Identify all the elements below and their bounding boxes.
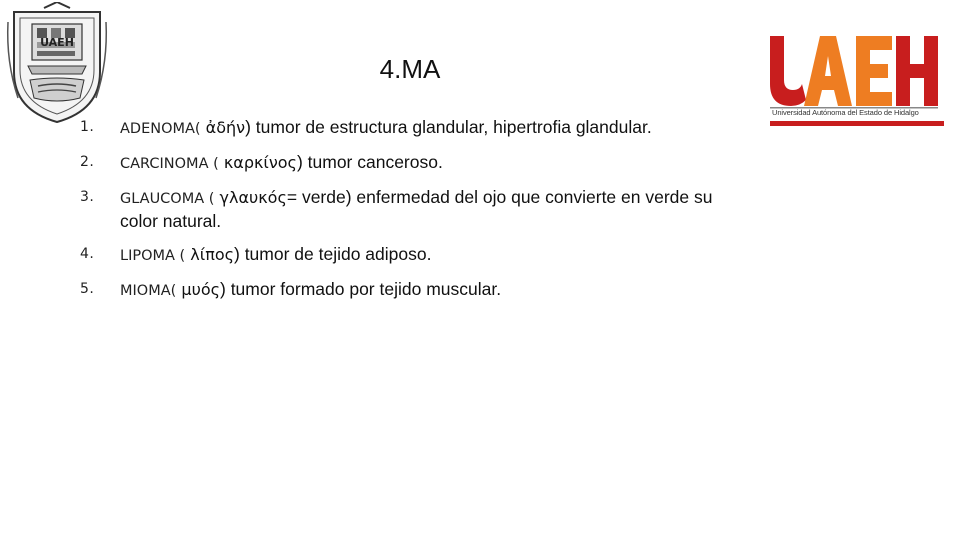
item-greek-word: μυός [176, 280, 220, 299]
list-item [80, 278, 760, 302]
item-number: 2. [80, 154, 95, 170]
list-item [80, 151, 760, 175]
item-greek-word: γλαυκός [214, 188, 287, 207]
item-definition: ) tumor formado por tejido muscular. [220, 279, 502, 299]
list-item [80, 243, 760, 267]
item-number: 1. [80, 119, 95, 135]
item-number: 3. [80, 189, 95, 205]
item-term: GLAUCOMA ( [120, 191, 215, 207]
definition-list [80, 116, 760, 313]
item-term: LIPOMA ( [120, 248, 186, 264]
item-definition: ) tumor de tejido adiposo. [234, 244, 432, 264]
item-definition: ) tumor canceroso. [296, 152, 443, 172]
item-term: MIOMA( [120, 283, 177, 299]
crest-lettering: UAEH [40, 36, 74, 49]
item-greek-word: καρκίνος [218, 153, 297, 172]
list-item [80, 186, 720, 232]
item-definition: ) tumor de estructura glandular, hipertrofia glandular. [245, 117, 652, 137]
item-definition: = verde) enfermedad del ojo que convierte en verde su color natural. [120, 187, 713, 231]
list-item [80, 116, 760, 140]
item-number: 4. [80, 246, 95, 262]
item-greek-word: λίπος [185, 245, 234, 264]
uaeh-logo [760, 28, 944, 132]
university-crest-logo [4, 2, 110, 124]
slide-title: 4.MA [379, 54, 441, 84]
uaeh-caption: Universidad Autónoma del Estado de Hidalgo [772, 108, 919, 117]
item-greek-word: ἀδήν [200, 118, 246, 137]
item-term: ADENOMA( [120, 121, 201, 137]
item-number: 5. [80, 281, 95, 297]
item-term: CARCINOMA ( [120, 156, 219, 172]
